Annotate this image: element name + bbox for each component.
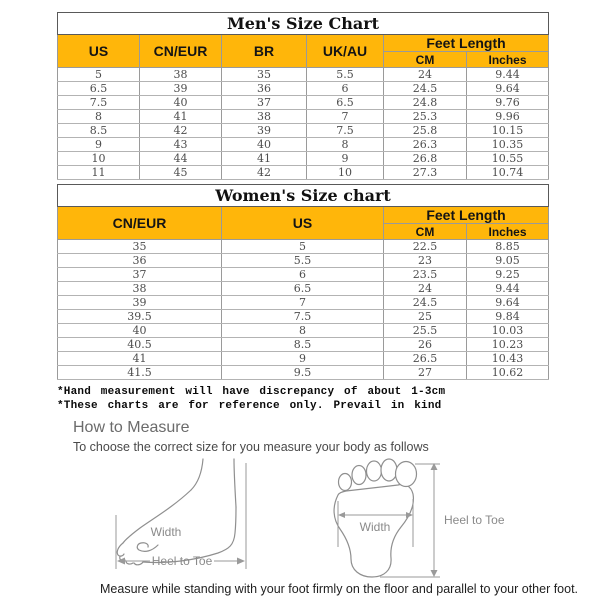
how-to-measure-heading: How to Measure — [73, 419, 190, 436]
womens-col-cneur: CN/EUR — [58, 207, 222, 240]
table-cell: 10.43 — [467, 352, 549, 366]
table-row — [58, 166, 549, 180]
footnotes — [57, 386, 600, 413]
table-row — [58, 352, 549, 366]
table-cell: 22.5 — [384, 240, 467, 254]
table-cell: 35 — [58, 240, 222, 254]
measure-caption: Measure while standing with your foot firmly on the floor and parallel to your other foot. — [100, 582, 579, 596]
table-row — [58, 96, 549, 110]
table-row — [58, 110, 549, 124]
table-cell: 38 — [140, 68, 222, 82]
mens-title-row — [58, 13, 549, 35]
side-view-width-label: Width — [150, 525, 182, 539]
table-cell: 39 — [222, 124, 307, 138]
mens-col-cneur: CN/EUR — [140, 35, 222, 68]
mens-size-table — [57, 12, 549, 180]
table-cell: 7.5 — [58, 96, 140, 110]
womens-col-us: US — [222, 207, 384, 240]
measurement-diagrams — [0, 457, 600, 577]
table-cell: 8.5 — [58, 124, 140, 138]
table-row — [58, 152, 549, 166]
womens-chart-title: Women's Size chart — [58, 185, 549, 207]
table-cell: 5.5 — [307, 68, 384, 82]
how-to-measure-subheading: To choose the correct size for you measure your body as follows — [73, 440, 429, 454]
table-cell: 6.5 — [307, 96, 384, 110]
womens-col-cm: CM — [384, 224, 467, 240]
table-cell: 10.23 — [467, 338, 549, 352]
table-row — [58, 268, 549, 282]
table-cell: 10.35 — [467, 138, 549, 152]
table-cell: 38 — [58, 282, 222, 296]
table-cell: 8 — [222, 324, 384, 338]
table-cell: 9.64 — [467, 82, 549, 96]
table-cell: 9 — [58, 138, 140, 152]
table-cell: 26.8 — [384, 152, 467, 166]
table-row — [58, 82, 549, 96]
table-cell: 42 — [222, 166, 307, 180]
womens-table-body — [58, 240, 549, 380]
mens-col-cm: CM — [384, 52, 467, 68]
table-cell: 7.5 — [307, 124, 384, 138]
table-cell: 7.5 — [222, 310, 384, 324]
table-cell: 6 — [307, 82, 384, 96]
table-cell: 26.3 — [384, 138, 467, 152]
table-cell: 27 — [384, 366, 467, 380]
table-cell: 37 — [222, 96, 307, 110]
sole-view-width-label: Width — [359, 520, 391, 534]
table-cell: 9.84 — [467, 310, 549, 324]
table-cell: 5 — [58, 68, 140, 82]
table-cell: 10 — [307, 166, 384, 180]
table-cell: 25.8 — [384, 124, 467, 138]
table-cell: 39.5 — [58, 310, 222, 324]
table-cell: 6.5 — [222, 282, 384, 296]
foot-sole-diagram — [318, 457, 508, 581]
table-row — [58, 324, 549, 338]
table-cell: 26 — [384, 338, 467, 352]
table-row — [58, 296, 549, 310]
table-cell: 24 — [384, 282, 467, 296]
table-cell: 9 — [222, 352, 384, 366]
table-cell: 9.96 — [467, 110, 549, 124]
table-cell: 36 — [222, 82, 307, 96]
table-row — [58, 124, 549, 138]
womens-header-row — [58, 207, 549, 224]
table-cell: 9.44 — [467, 68, 549, 82]
table-cell: 41 — [140, 110, 222, 124]
table-cell: 24.5 — [384, 82, 467, 96]
womens-size-table — [57, 184, 549, 380]
table-cell: 40.5 — [58, 338, 222, 352]
table-cell: 10.62 — [467, 366, 549, 380]
table-row — [58, 240, 549, 254]
table-cell: 35 — [222, 68, 307, 82]
table-cell: 7 — [307, 110, 384, 124]
table-cell: 36 — [58, 254, 222, 268]
table-cell: 7 — [222, 296, 384, 310]
table-cell: 41.5 — [58, 366, 222, 380]
foot-side-view-diagram — [106, 457, 258, 577]
table-cell: 9.64 — [467, 296, 549, 310]
table-row — [58, 338, 549, 352]
mens-col-br: BR — [222, 35, 307, 68]
footnote-line-2: *These charts are for reference only. Prevail in kind — [57, 399, 442, 412]
table-cell: 10 — [58, 152, 140, 166]
table-cell: 10.15 — [467, 124, 549, 138]
table-cell: 40 — [58, 324, 222, 338]
table-cell: 11 — [58, 166, 140, 180]
table-cell: 6 — [222, 268, 384, 282]
table-cell: 43 — [140, 138, 222, 152]
womens-title-row — [58, 185, 549, 207]
table-cell: 24.8 — [384, 96, 467, 110]
table-cell: 39 — [140, 82, 222, 96]
mens-col-ukau: UK/AU — [307, 35, 384, 68]
size-chart-page — [0, 12, 600, 612]
table-cell: 9.25 — [467, 268, 549, 282]
womens-col-feet-length: Feet Length — [384, 207, 549, 224]
table-cell: 40 — [140, 96, 222, 110]
table-cell: 9 — [307, 152, 384, 166]
table-cell: 44 — [140, 152, 222, 166]
table-cell: 9.5 — [222, 366, 384, 380]
mens-chart-title: Men's Size Chart — [58, 13, 549, 35]
table-cell: 10.03 — [467, 324, 549, 338]
mens-col-us: US — [58, 35, 140, 68]
table-cell: 25.5 — [384, 324, 467, 338]
mens-header-row — [58, 35, 549, 52]
table-cell: 39 — [58, 296, 222, 310]
table-cell: 6.5 — [58, 82, 140, 96]
table-cell: 9.44 — [467, 282, 549, 296]
table-cell: 25.3 — [384, 110, 467, 124]
table-cell: 10.74 — [467, 166, 549, 180]
footnote-line-1: *Hand measurement will have discrepancy of about 1-3cm — [57, 386, 446, 398]
table-row — [58, 254, 549, 268]
table-row — [58, 282, 549, 296]
table-cell: 9.76 — [467, 96, 549, 110]
sole-view-heel-to-toe-label: Heel to Toe — [444, 513, 505, 527]
table-cell: 23 — [384, 254, 467, 268]
table-cell: 41 — [58, 352, 222, 366]
table-cell: 8.5 — [222, 338, 384, 352]
table-cell: 5 — [222, 240, 384, 254]
womens-col-inches: Inches — [467, 224, 549, 240]
table-cell: 8 — [58, 110, 140, 124]
table-cell: 45 — [140, 166, 222, 180]
table-cell: 41 — [222, 152, 307, 166]
table-row — [58, 68, 549, 82]
table-cell: 38 — [222, 110, 307, 124]
table-cell: 9.05 — [467, 254, 549, 268]
mens-col-feet-length: Feet Length — [384, 35, 549, 52]
table-cell: 24.5 — [384, 296, 467, 310]
table-cell: 10.55 — [467, 152, 549, 166]
table-cell: 23.5 — [384, 268, 467, 282]
table-cell: 42 — [140, 124, 222, 138]
table-cell: 27.3 — [384, 166, 467, 180]
table-cell: 24 — [384, 68, 467, 82]
mens-col-inches: Inches — [467, 52, 549, 68]
table-row — [58, 366, 549, 380]
mens-table-body — [58, 68, 549, 180]
table-cell: 26.5 — [384, 352, 467, 366]
table-cell: 8 — [307, 138, 384, 152]
table-cell: 40 — [222, 138, 307, 152]
table-row — [58, 138, 549, 152]
table-row — [58, 310, 549, 324]
table-cell: 5.5 — [222, 254, 384, 268]
table-cell: 25 — [384, 310, 467, 324]
side-view-heel-to-toe-label: Heel to Toe — [151, 554, 213, 568]
table-cell: 37 — [58, 268, 222, 282]
table-cell: 8.85 — [467, 240, 549, 254]
